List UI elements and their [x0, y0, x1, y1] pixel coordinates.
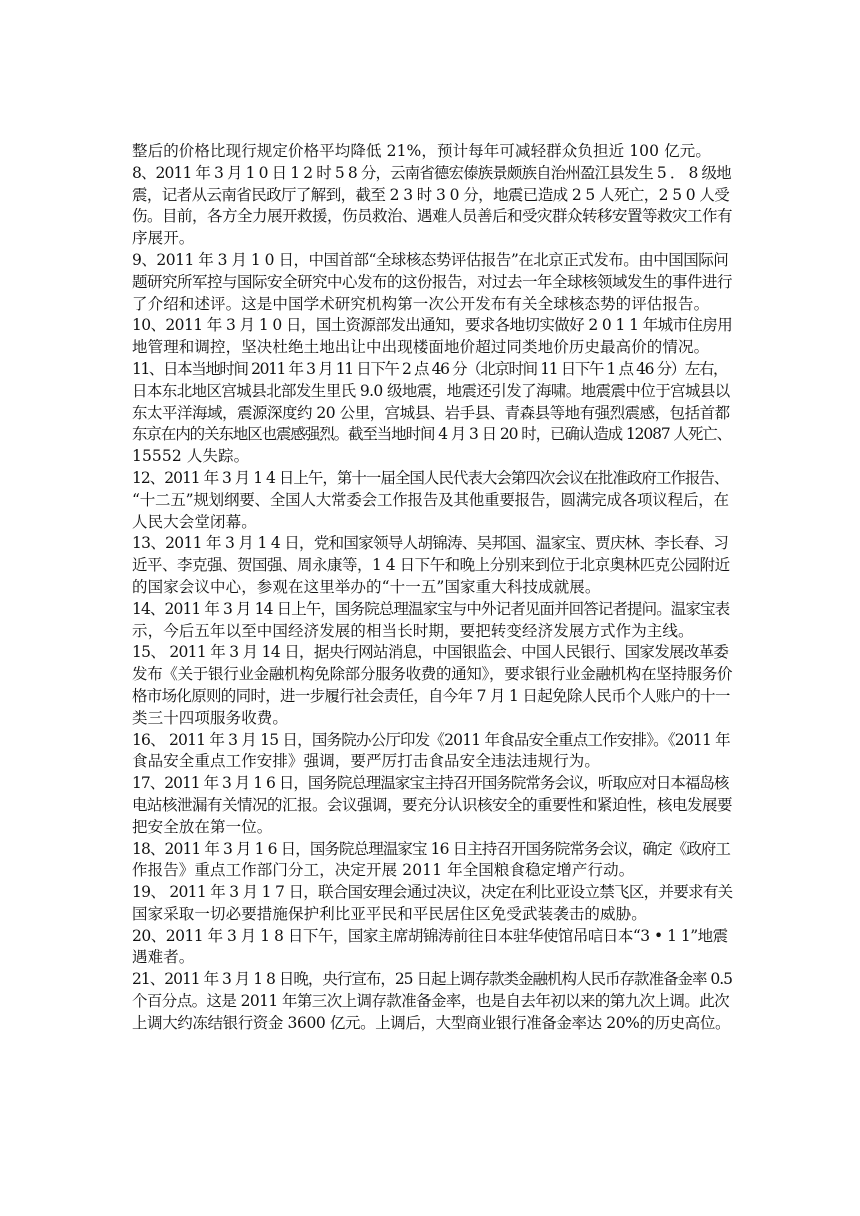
text-line: 10、2011 年 3 月 1 0 日，国土资源部发出通知，要求各地切实做好 2 0 1 1 年城市住房用 [132, 316, 733, 335]
text-line: 日本东北地区宫城县北部发生里氏 9.0 级地震，地震还引发了海啸。地震震中位于宫城县以 [132, 381, 730, 400]
text-line: 21、2011 年 3 月 1 8 日晚，央行宣布，25 日起上调存款类金融机构人民币存款准备金率 0.5 [132, 970, 733, 989]
text-line: 序展开。 [132, 229, 195, 248]
text-line: 16、 2011 年 3 月 15 日，国务院办公厅印发《2011 年食品安全重点工作安排》。《2011 年 [132, 730, 730, 749]
text-line: 发布《关于银行业金融机构免除部分服务收费的通知》，要求银行业金融机构在坚持服务价 [132, 665, 733, 684]
text-line: 整后的价格比现行规定价格平均降低 21%，预计每年可减轻群众负担近 100 亿元。 [132, 142, 711, 160]
text-line: 的国家会议中心，参观在这里举办的“十一五”国家重大科技成就展。 [132, 577, 601, 596]
text-line: 8、2011 年 3 月 1 0 日 1 2 时 5 8 分，云南省德宏傣族景颇族自治州盈江县发生 5 ． 8 级地 [132, 163, 731, 182]
document-body [132, 141, 732, 1035]
text-line: 东京在内的关东地区也震感强烈。截至当地时间 4 月 3 日 20 时，已确认造成 12087 人死亡、 [132, 425, 732, 444]
text-line: 15、 2011 年 3 月 14 日，据央行网站消息，中国银监会、中国人民银行、国家发展改革委 [132, 643, 729, 662]
text-line: 20、2011 年 3 月 1 8 日下午，国家主席胡锦涛前往日本驻华使馆吊唁日本“3 • 1 1”地震 [132, 926, 728, 945]
text-line: 示，今后五年以至中国经济发展的相当长时期，要把转变经济发展方式作为主线。 [132, 621, 694, 640]
text-line: 把安全放在第一位。 [132, 817, 273, 836]
text-line: 近平、李克强、贺国强、周永康等，1 4 日下午和晚上分别来到位于北京奥林匹克公园附近 [132, 556, 730, 575]
text-line: 国家采取一切必要措施保护利比亚平民和平民居住区免受武装袭击的威胁。 [132, 904, 647, 923]
text-line: 12、2011 年 3 月 1 4 日上午，第十一届全国人民代表大会第四次会议在批准政府工作报告、 [132, 468, 729, 487]
text-line: 震，记者从云南省民政厅了解到，截至 2 3 时 3 0 分，地震已造成 2 5 人死亡，2 5 0 人受 [132, 185, 730, 204]
text-line: 了介绍和述评。这是中国学术研究机构第一次公开发布有关全球核态势的评估报告。 [132, 294, 710, 313]
text-line: 9、2011 年 3 月 1 0 日，中国首部“全球核态势评估报告”在北京正式发布。由中国国际问 [132, 250, 729, 269]
text-line: 11、日本当地时间 2011 年 3 月 11 日下午 2 点 46 分（北京时间 11 日下午 1 点 46 分）左右， [132, 359, 728, 378]
text-line: 食品安全重点工作安排》强调，要严厉打击食品安全违法违规行为。 [132, 752, 601, 771]
text-line: “十二五”规划纲要、全国人大常委会工作报告及其他重要报告，圆满完成各项议程后，在 [132, 490, 729, 509]
text-line: 伤。目前，各方全力展开救援，伤员救治、遇难人员善后和受灾群众转移安置等救灾工作有 [132, 207, 733, 226]
text-line: 类三十四项服务收费。 [132, 708, 289, 727]
text-line: 个百分点。这是 2011 年第三次上调存款准备金率，也是自去年初以来的第九次上调。此次 [132, 992, 730, 1011]
text-line: 格市场化原则的同时，进一步履行社会责任，自今年 7 月 1 日起免除人民币个人账户的十一 [132, 686, 730, 705]
text-line: 遇难者。 [132, 948, 195, 967]
text-line: 题研究所军控与国际安全研究中心发布的这份报告，对过去一年全球核领域发生的事件进行 [132, 272, 733, 291]
text-line: 18、2011 年 3 月 1 6 日，国务院总理温家宝 16 日主持召开国务院常务会议，确定《政府工 [132, 839, 730, 858]
text-line: 13、2011 年 3 月 1 4 日，党和国家领导人胡锦涛、吴邦国、温家宝、贾庆林、李长春、习 [132, 534, 729, 553]
text-line: 19、 2011 年 3 月 1 7 日，联合国安理会通过决议，决定在利比亚设立禁飞区，并要求有关 [132, 883, 733, 902]
text-line: 14、2011 年 3 月 14 日上午，国务院总理温家宝与中外记者见面并回答记者提问。温家宝表 [132, 599, 730, 618]
text-line: 作报告》重点工作部门分工，决定开展 2011 年全国粮食稳定增产行动。 [132, 861, 635, 880]
text-line: 电站核泄漏有关情况的汇报。会议强调，要充分认识核安全的重要性和紧迫性，核电发展要 [132, 795, 733, 814]
text-line: 人民大会堂闭幕。 [132, 512, 257, 531]
text-line: 15552 人失踪。 [132, 447, 250, 466]
text-line: 上调大约冻结银行资金 3600 亿元。上调后，大型商业银行准备金率达 20%的历史高位。 [132, 1013, 731, 1032]
text-line: 东太平洋海域，震源深度约 20 公里，宫城县、岩手县、青森县等地有强烈震感，包括首都 [132, 403, 730, 422]
text-line: 地管理和调控，坚决杜绝土地出让中出现楼面地价超过同类地价历史最高价的情况。 [132, 338, 710, 357]
text-line: 17、2011 年 3 月 1 6 日，国务院总理温家宝主持召开国务院常务会议，听取应对日本福岛核 [132, 774, 729, 793]
